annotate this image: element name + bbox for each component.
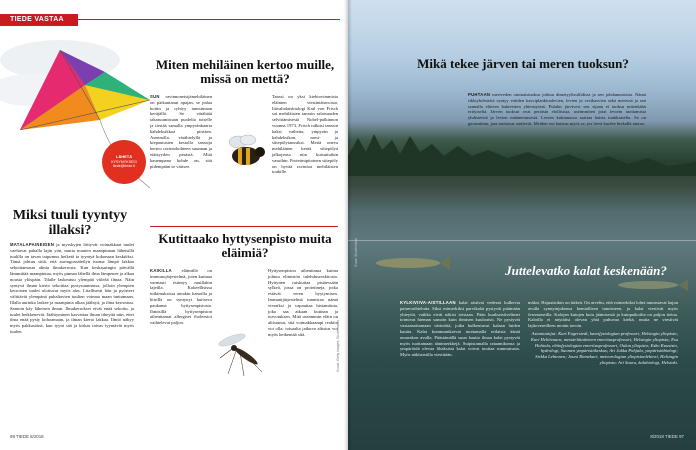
mosquito-article-col1: KAIKILLA eläimillä on immunojärjestelmä, joten kutinaa varmasti esiintyy muillakin lajeilla. Kokeellisissa tutkimuksissa ainakin kanoilla ja hiirillä on syntynyt kutiseva paukama hyttysenpistosta. Ihmisillä hyttysenpiston aiheuttamat allergiset iholeesiot vaihtelevat paljon. bbox=[150, 268, 212, 326]
water-surface bbox=[348, 240, 696, 241]
wind-article: MATALAPAINEIDEN ja myrskyjen liittyvät voimakkaat tuulet vaeltavat pahalla lajin yön, mutta muuten maanpinnan läheisillä tuulilla on tavan taipumus heiketä ta tyyntyä kokonaan keskiöksi. Tämä johtuu siitä, että auringonsäteilyn tuoma lämpö lakkaa sekoittamasta alinta ilmakerrosta. Kun keskauringin päivällä lämmittää maanpintaa, myös pinnan lähellä ilma lämpenee ja alkaa nousta ylöspäin. Tilalle laskeutuu ylempää viileää ilmaa. Näin syntyvä ilman kierto sekoittaa pystysuunnassa, jolloin ylempien kerrosten tuulet ulottuvat myös alas. Liiallisesti hän ja pyörteet välittävät ylempänä puhaltavien tuulten voimaa maan tuntumaan. Illalla aurinko laskee ja maanpinta alkaa jäähtyä, ja ilma kerrostuu. Samoin käy läheisen ilman. Ilmakerrokset eivät enää sekoitu, ja tuulet heikkenevät. Jäähtyminen kasvattaa ilman tiheyttä niin, ettei ilma enää pysty kohoamaan, ja ilman kierto lakkaa. Ilmiö näkyy myös pakkasöinä, kun tyyni sää ja kirkas taivas tyyntävät myös tuulen. bbox=[10, 242, 134, 334]
mosquito-article-col2: Hyttysenpiston aiheuttama kutina johtuu elimistön tulehdusreaktiosta. Hyttynen ruiskuttaa pistäessään sylkeä, jossa on proteiineja, jotka estävät veren hyytymisen. Immunijärjestelmä tunnistaa nämä vieraiksi ja vapauttaa histamiinia, joka saa aikaan kutinan ja turvotuksen. Mitä useammin eläin on altistunut, sitä voimakkaampi reaktio voi olla; toisaalta jatkuva altistus voi myös heikentää sitä. bbox=[268, 268, 338, 337]
bee-illustration bbox=[222, 130, 268, 170]
lake-heading: Mikä tekee järven tai meren tuoksun? bbox=[417, 56, 629, 71]
bees-article-col2: Tanssi on yksi kiehtovimmista eläinten viestintätavoista. Itävaltalaisbiologi Karl von Frisch sai mehiläisten tanssin salaisuuden selvittämisestä Nobel-palkinnon vuonna 1973. Frisch tulkitsi tanssin kaksi vaihetta, ympyrän ja kahdeksikon, mesi- ja siitepölytanssiksi. Mettä oneva mehiläinen kerää siitepölyä jalkojensa niin kutsuttuihin vasuihin. Proteiinipitoinen siitepöly on hyvää ravintoa mehiläisten toukille. bbox=[272, 94, 338, 175]
mosquito-heading: Kutittaako hyttysenpisto muita eläimiä? bbox=[158, 231, 332, 260]
mosquito-illustration bbox=[214, 330, 270, 378]
photo-credit-left: Kuvat: Getty Images, Shutterstock bbox=[336, 320, 340, 372]
folio-left: 98 TIEDE 8/2018 bbox=[10, 434, 44, 439]
section-divider bbox=[150, 226, 338, 227]
submit-question-badge: LÄHETÄ KYSYMYKSESI tiede@tiede.fi bbox=[102, 140, 146, 184]
folio-right: 8/2018 TIEDE 97 bbox=[650, 434, 684, 439]
experts-note: Asiantuntijat: Kurt Fagerstedt, kasvifysiologian professori, Helsingin yliopisto; Kari Heliövaara, metsäeläintieteen emeritusprofessori, Helsingin yliopisto; Esa Hohtola, eläinfysiologian emeritusprofessori, Oulun yliopisto; Esko Kuusisto, hydrologi, Suomen ympäristökeskus; Ari Jukka Pohjala, ympäristöbiologi; Sirkka Lehtonen; Jouni Rinnekari, meteorologian yliopistonlehtori, Helsingin yliopisto; Ari Saura, kalabiologi, Helsinki. bbox=[530, 330, 678, 365]
wind-heading: Miksi tuuli tyyntyy illaksi? bbox=[12, 208, 128, 238]
bees-article-col1: SUN ravinnonetsijämehiläinen on paikantanut apajan, se palaa kotiin ja ryhtyy tanssimaan keräjällä. Se värähtää takaruumistaan puolelta toiselle ja tiertää samalla ympyränkaaria kahdeksikkoa piirtäen. Asennolla, värähtelyllä ja kiepautusten kestolla tanssija kertoo ravintokohteen suunnan ja etäisyyden pesästä. Mitä kauempana kohde on, sitä pidempään se värisee. bbox=[150, 94, 212, 169]
page-gutter bbox=[344, 0, 352, 450]
fish-illustration-1 bbox=[370, 254, 450, 272]
fish-illustration-2 bbox=[610, 276, 690, 294]
fish-article-col1: KYLKIVIIVA-AISTILLAAN kalat aistivat vedessä kulkevia painevaihteluita. Siksi esimerkiksi parvikalat pystyvät pitämään yhteyttä, vaikka eivät näkisi toisiaan. Pään kuuloaistivelimet toimivat hieman samoin kuin ihmisen kuuloaisti. Ne pystyvät vastaanottamaan värinöitä, jotka kulkeutuvat kalaan luiden kautta. Kalat kommunikoivat tuottamalla erilaisia ääniä umarakon avulla. Päästämällä suun kautta ilmaa kalat pystyvät myös tuottamaan äänimerkkejä. Suipistamalla rataamikonsa ja ympäröidä olevaa lihaksista kalat voivat tuottaa rummutusta. Myös näköaistilla viestitään. bbox=[400, 300, 520, 358]
fish-article-col2: mäksi. Hajuaistikin on tärkeä. On arveltu, että esimerkiksi lohet tunnistavat hajun avulla synnyinjokensa kemiallisen tunnisteen, ja kalat viestivät myös feromoneilla. Kalojen kutujen kutu jäämisestä ja kutupaikoilta on paljon tietoa. Kaloilla ei näyttäisi olevan yhtä puhuvaa kieltä, mutta ne viestivät lajitovereilleen monin tavoin. Asiantuntijat: Kurt Fagerstedt, kasvifysiologian professori, Helsingin yliopisto; Kari Heliövaara, metsäeläintieteen emeritusprofessori, Helsingin yliopisto; Esa Hohtola, eläinfysiologian emeritusprofessori, Oulun yliopisto; Esko Kuusisto, hydrologi, Suomen ympäristökeskus; Ari Jukka Pohjala, ympäristöbiologi; Sirkka Lehtonen; Jouni Rinnekari, meteorologian yliopistonlehtori, Helsingin yliopisto; Ari Saura, kalabiologi, Helsinki. bbox=[528, 300, 678, 365]
lake-article: PUHTAAN meriveden ominaistuoksu johtuu dimetyylisulfidista ja sen johdannaisista. Nämä rikkiyhdisteitä syntyy eräiden kasviplanktonlevien, levien ja vesikasvien sekä meressä ja sen rannalla elävien bakteerien yhteistyönä. Puhdas järvivesi sen sijaan ei tuoksu mitenkään erityiseltä. Järven tuoksut ovat peräisin elollisista, useimmiten jotai leviein tuottamista yhdisteistä ja levien mätänemisestä. Levien kukinnassa saattaa haista tunkkaiselta. Se on geosmiinia, jota tuottavat sinilevät. Meiden voi haistaa myös se, jos lievä kuolee hiekallä rantaa. bbox=[468, 92, 646, 126]
bees-heading: Miten mehiläinen kertoo muille, missä on mettä? bbox=[155, 57, 335, 86]
treeline-illustration bbox=[348, 126, 696, 176]
section-tag: TIEDE VASTAA bbox=[0, 14, 78, 26]
photo-credit-right: Kuva: Shutterstock bbox=[354, 238, 358, 267]
header-rule bbox=[78, 19, 340, 20]
fish-heading: Juttelevatko kalat keskenään? bbox=[505, 263, 667, 278]
right-page bbox=[348, 0, 696, 450]
